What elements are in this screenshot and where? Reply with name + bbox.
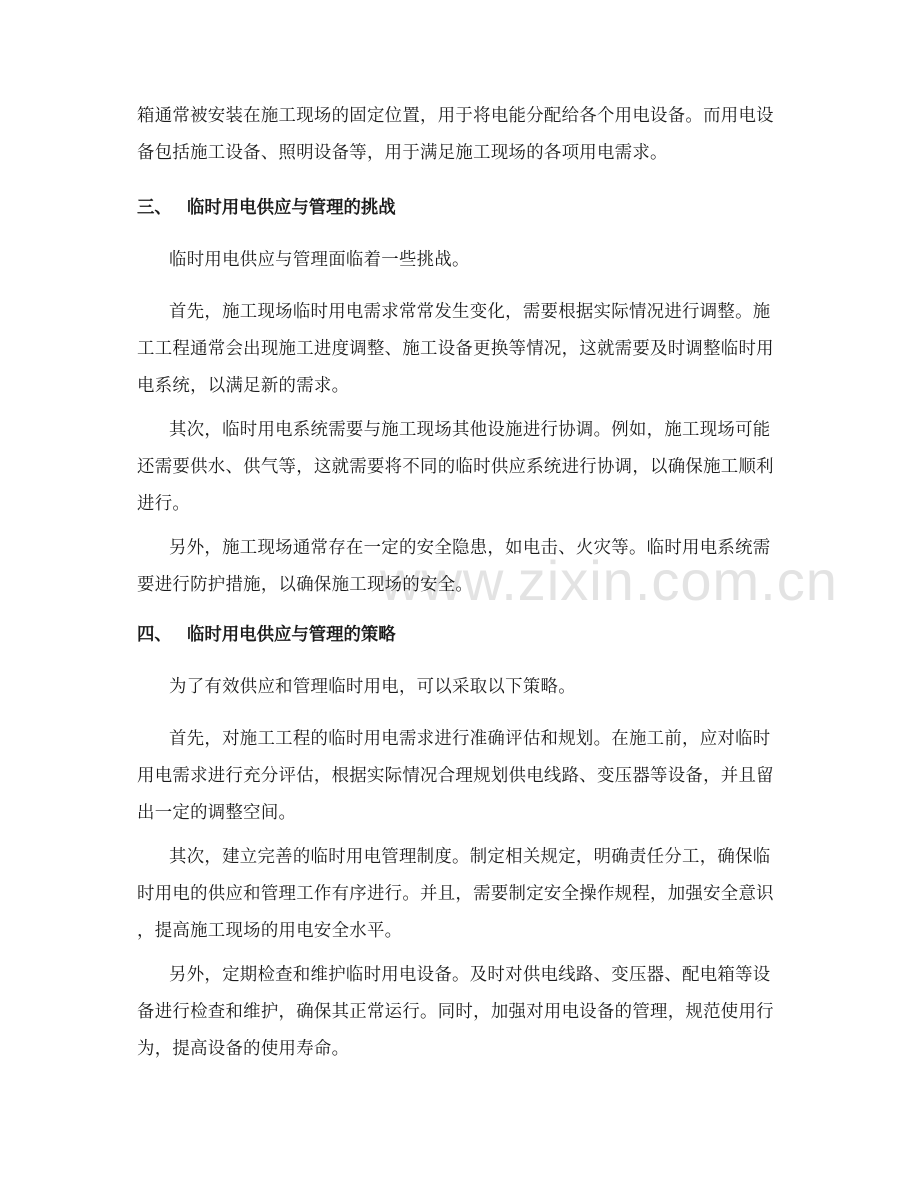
text-line: 临时用电供应与管理面临着一些挑战。 <box>169 250 470 270</box>
text-line: 工工程通常会出现施工进度调整、施工设备更换等情况，这就需要及时调整临时用 <box>137 339 774 359</box>
section-title: 临时用电供应与管理的策略 <box>187 625 396 645</box>
text-line: 进行。 <box>137 494 191 514</box>
paragraph-continuation <box>137 98 787 172</box>
text-line: 为了有效供应和管理临时用电，可以采取以下策略。 <box>169 677 576 697</box>
paragraph <box>137 294 787 405</box>
text-line: 还需要供水、供气等，这就需要将不同的临时供应系统进行协调，以确保施工顺利 <box>137 457 774 477</box>
text-line: 出一定的调整空间。 <box>137 803 297 823</box>
paragraph <box>137 530 787 604</box>
text-line: 其次，建立完善的临时用电管理制度。制定相关规定，明确责任分工，确保临 <box>169 847 771 867</box>
text-line: 为，提高设备的使用寿命。 <box>137 1039 350 1059</box>
section-number: 四、 <box>137 625 172 645</box>
section-heading-4 <box>137 617 396 654</box>
section-title: 临时用电供应与管理的挑战 <box>187 198 396 218</box>
text-line: 电系统，以满足新的需求。 <box>137 376 350 396</box>
paragraph <box>137 242 787 279</box>
text-line: 另外，施工现场通常存在一定的安全隐患，如电击、火灾等。临时用电系统需 <box>169 538 771 558</box>
paragraph <box>137 721 787 832</box>
text-line: 首先，对施工工程的临时用电需求进行准确评估和规划。在施工前，应对临时 <box>169 729 771 749</box>
text-line: 箱通常被安装在施工现场的固定位置，用于将电能分配给各个用电设备。而用电设 <box>137 106 774 126</box>
text-line: 时用电的供应和管理工作有序进行。并且，需要制定安全操作规程，加强安全意识 <box>137 884 774 904</box>
text-line: 备进行检查和维护，确保其正常运行。同时，加强对用电设备的管理，规范使用行 <box>137 1002 774 1022</box>
text-line: 要进行防护措施，以确保施工现场的安全。 <box>137 575 474 595</box>
watermark: www.zixin.com.cn <box>380 549 838 612</box>
text-line: ，提高施工现场的用电安全水平。 <box>137 921 403 941</box>
section-number: 三、 <box>137 198 172 218</box>
text-line: 另外，定期检查和维护临时用电设备。及时对供电线路、变压器、配电箱等设 <box>169 965 771 985</box>
text-line: 其次，临时用电系统需要与施工现场其他设施进行协调。例如，施工现场可能 <box>169 420 771 440</box>
paragraph <box>137 669 787 706</box>
paragraph <box>137 957 787 1068</box>
paragraph <box>137 839 787 950</box>
paragraph <box>137 412 787 523</box>
text-line: 备包括施工设备、照明设备等，用于满足施工现场的各项用电需求。 <box>137 143 668 163</box>
text-line: 用电需求进行充分评估，根据实际情况合理规划供电线路、变压器等设备，并且留 <box>137 766 774 786</box>
section-heading-3 <box>137 190 396 227</box>
text-line: 首先，施工现场临时用电需求常常发生变化，需要根据实际情况进行调整。施 <box>169 302 771 322</box>
